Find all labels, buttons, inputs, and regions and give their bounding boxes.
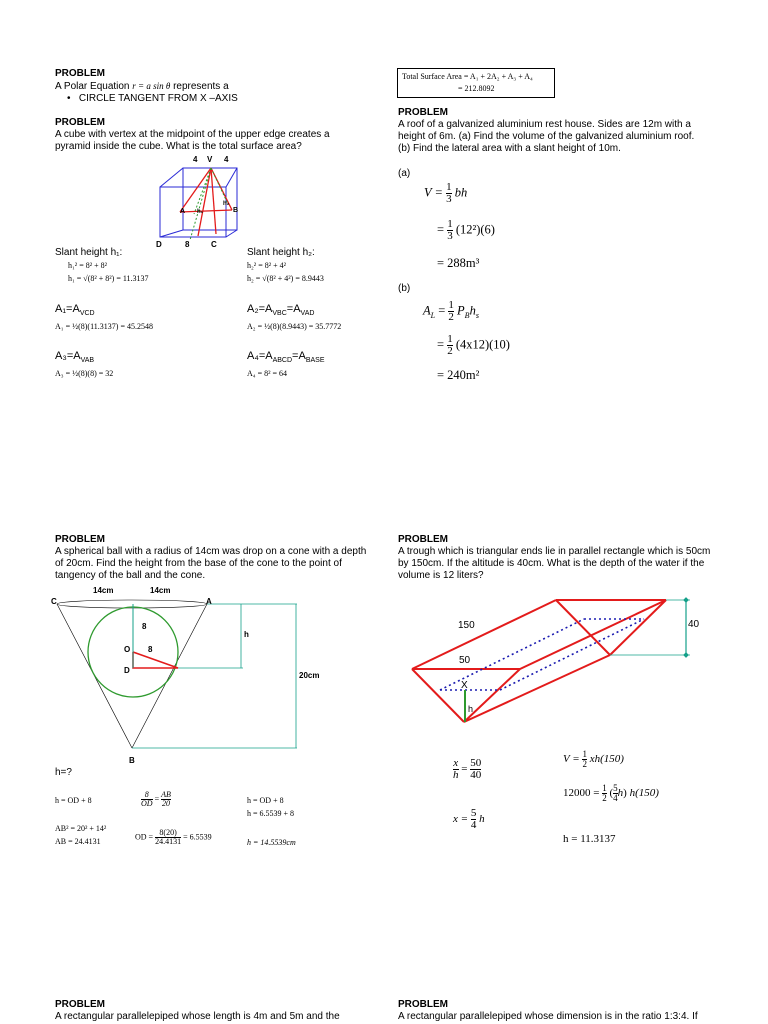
- problem-heading: PROBLEM: [55, 999, 105, 1010]
- part-a-label: (a): [398, 168, 411, 179]
- label-h: h: [468, 704, 474, 714]
- label-b: B: [129, 756, 135, 765]
- polar-intro: A Polar Equation: [55, 81, 130, 92]
- pyramid-base-edge: [180, 210, 232, 212]
- problem-text: A rectangular parallelepiped whose dimension is in the ratio 1:3:4. If: [398, 1011, 698, 1022]
- area-a2-block: [247, 303, 341, 334]
- sphere-cone-diagram: [45, 583, 335, 768]
- problem-roof: [398, 107, 708, 155]
- label-d: D: [124, 666, 130, 675]
- problem-heading: PROBLEM: [398, 534, 448, 545]
- label-h1: h₁: [197, 209, 204, 215]
- volume-eq-1: V = $\frac{1}{3}$ bh: [424, 181, 468, 205]
- area-a1-title: $A_1=A_{VCD}$: [55, 303, 95, 318]
- label-a: A: [206, 597, 212, 606]
- slant-h2-eq1: h₂² = 8² + 4²: [247, 261, 287, 270]
- slant-h1-block: [55, 247, 149, 285]
- label-b: B: [233, 207, 239, 214]
- label-c: C: [211, 240, 217, 249]
- eq-volume-sub: 12000 = $\frac{1}{2}$ ( $\frac{5}{4}$ h) h(150): [563, 783, 659, 803]
- cube-edge: [226, 168, 237, 187]
- label-4-left: 4: [193, 155, 198, 164]
- lateral-eq-2: = $\frac{1}{2}$ (4x12)(10): [437, 333, 510, 357]
- ask-h: h=?: [55, 767, 72, 778]
- label-o: O: [124, 645, 131, 654]
- total-surface-area-eq: Total Surface Area = A₁ + 2A₂ + A₃ + A₄: [402, 72, 533, 81]
- problem-text: A roof of a galvanized aluminium rest house. Sides are 12m with a height of 6m. (a) Find the volume of the galvanized aluminium roof. (b) Find the lateral area with a slant height of 10m.: [398, 119, 695, 154]
- volume-eq-2: = $\frac{1}{3}$ (12²)(6): [437, 218, 495, 242]
- trough-diagram: [400, 590, 710, 730]
- total-surface-area-box: [397, 68, 555, 98]
- eq-od: OD = $\frac{8(20)}{24.4131}$ = 6.5539: [135, 828, 212, 846]
- eq-volume: V = $\frac{1}{2}$ xh(150): [563, 749, 624, 769]
- label-8-right: 8: [148, 645, 153, 654]
- label-14cm-left: 14cm: [93, 586, 114, 595]
- cube-edge: [160, 230, 183, 237]
- polar-equation: r = a sin θ: [132, 81, 171, 91]
- problem-text: A rectangular parallelepiped whose length is 4m and 5m and the: [55, 1011, 340, 1022]
- label-20cm: 20cm: [299, 671, 320, 680]
- problem-heading: PROBLEM: [398, 999, 448, 1010]
- part-b-label: (b): [398, 283, 411, 294]
- total-surface-area-value: = 212.8092: [458, 84, 495, 93]
- slant-h2-label: Slant height h₂:: [247, 247, 315, 258]
- label-14cm-right: 14cm: [150, 586, 171, 595]
- label-8-top: 8: [142, 622, 147, 631]
- label-h: h: [244, 630, 249, 639]
- problem-heading: PROBLEM: [55, 534, 105, 545]
- lateral-eq-3: = 240m²: [437, 368, 480, 382]
- problem-cube: [55, 117, 355, 153]
- label-d: D: [156, 240, 162, 249]
- label-v: V: [207, 155, 213, 164]
- label-x: X: [461, 680, 468, 691]
- eq-h-sub: h = OD + 8 h = 6.5539 + 8: [247, 796, 295, 818]
- area-a4-title: $A_4=A_{ABCD}=A_{BASE}$: [247, 350, 325, 365]
- area-a1-eq: A₁ = ½(8)(11.3137) = 45.2548: [55, 322, 153, 332]
- eq-ratio: $\frac{8}{OD}$ = $\frac{AB}{20}$: [141, 790, 171, 808]
- area-a3-title: $A_3=A_{VAB}$: [55, 350, 95, 365]
- eq-x: x = $\frac{5}{4}$ h: [453, 807, 485, 831]
- slant-h1-eq2: h₁ = √(8² + 8²) = 11.3137: [68, 274, 149, 283]
- cube-edge: [226, 230, 237, 237]
- eq-ab: AB² = 20² + 14² AB = 24.4131: [55, 824, 107, 846]
- area-a1-block: [55, 303, 153, 334]
- area-a2-title: $A_2=A_{VBC}=A_{VAD}$: [247, 303, 315, 318]
- label-c: C: [51, 597, 57, 606]
- problem-text: A trough which is triangular ends lie in parallel rectangle which is 50cm by 150cm. If the altitude is 40cm. What is the depth of the water if the volume is 12 liters?: [398, 546, 711, 581]
- eq-ratio-x-h: $\frac{x}{h}$ = $\frac{50}{40}$: [453, 757, 482, 781]
- slant-h1-eq1: h₁² = 8² + 8²: [68, 261, 108, 270]
- area-a3-eq: A₃ = ½(8)(8) = 32: [55, 369, 114, 379]
- problem-parallelepiped-2: [398, 999, 718, 1023]
- problem-trough: [398, 534, 716, 582]
- problem-parallelepiped-1: [55, 999, 375, 1023]
- alt-marker-bottom: [683, 652, 689, 658]
- cube-pyramid-diagram: [150, 154, 250, 249]
- volume-eq-3: = 288m³: [437, 256, 480, 270]
- trough-outline: [412, 600, 666, 722]
- slant-h1-label: Slant height h₁:: [55, 247, 123, 258]
- eq-h-final: h = 14.5539cm: [247, 838, 296, 847]
- area-a4-eq: A₄ = 8² = 64: [247, 369, 287, 379]
- alt-marker-top: [683, 597, 689, 603]
- bullet-text: CIRCLE TANGENT FROM X –AXIS: [78, 93, 238, 104]
- lateral-eq-1: $A_L$ = $\frac{1}{2}$ $P_Bh_s$: [423, 299, 479, 323]
- label-150: 150: [458, 620, 475, 631]
- label-a: A: [180, 208, 186, 215]
- problem-text: A cube with vertex at the midpoint of the upper edge creates a pyramid inside the cube. What is the total surface area?: [55, 129, 330, 152]
- problem-heading: PROBLEM: [55, 68, 105, 79]
- slant-h2-block: [247, 247, 324, 285]
- slant-h2-eq2: h₂ = √(8² + 4²) = 8.9443: [247, 274, 324, 283]
- label-8: 8: [185, 240, 190, 249]
- bullet-answer: [55, 93, 365, 105]
- problem-text: [55, 80, 365, 93]
- problem-polar: [55, 68, 365, 105]
- area-a2-eq: A₂ = ½(8)(8.9443) = 35.7772: [247, 322, 342, 332]
- cube-back-face: [183, 168, 237, 230]
- problem-sphere-cone: [55, 534, 370, 582]
- problem-heading: PROBLEM: [398, 107, 448, 118]
- bullet-dot: •: [67, 93, 79, 104]
- area-a3-block: [55, 350, 113, 381]
- polar-intro-end: represents a: [173, 81, 229, 92]
- cube-edge: [160, 168, 183, 187]
- red-triangle: [133, 652, 178, 668]
- problem-text: A spherical ball with a radius of 14cm was drop on a cone with a depth of 20cm. Find the height from the base of the cone to the point of tangency of the ball and the cone.: [55, 546, 367, 581]
- label-4-right: 4: [224, 155, 229, 164]
- slant-h-line: [190, 168, 211, 240]
- eq-h-od: h = OD + 8: [55, 796, 92, 805]
- eq-h-result: h = 11.3137: [563, 833, 616, 845]
- label-50: 50: [459, 655, 471, 666]
- problem-heading: PROBLEM: [55, 117, 105, 128]
- slant-h1-line: [194, 168, 211, 214]
- label-40: 40: [688, 619, 700, 630]
- label-h2: h₂: [223, 201, 230, 207]
- area-a4-block: [247, 350, 325, 381]
